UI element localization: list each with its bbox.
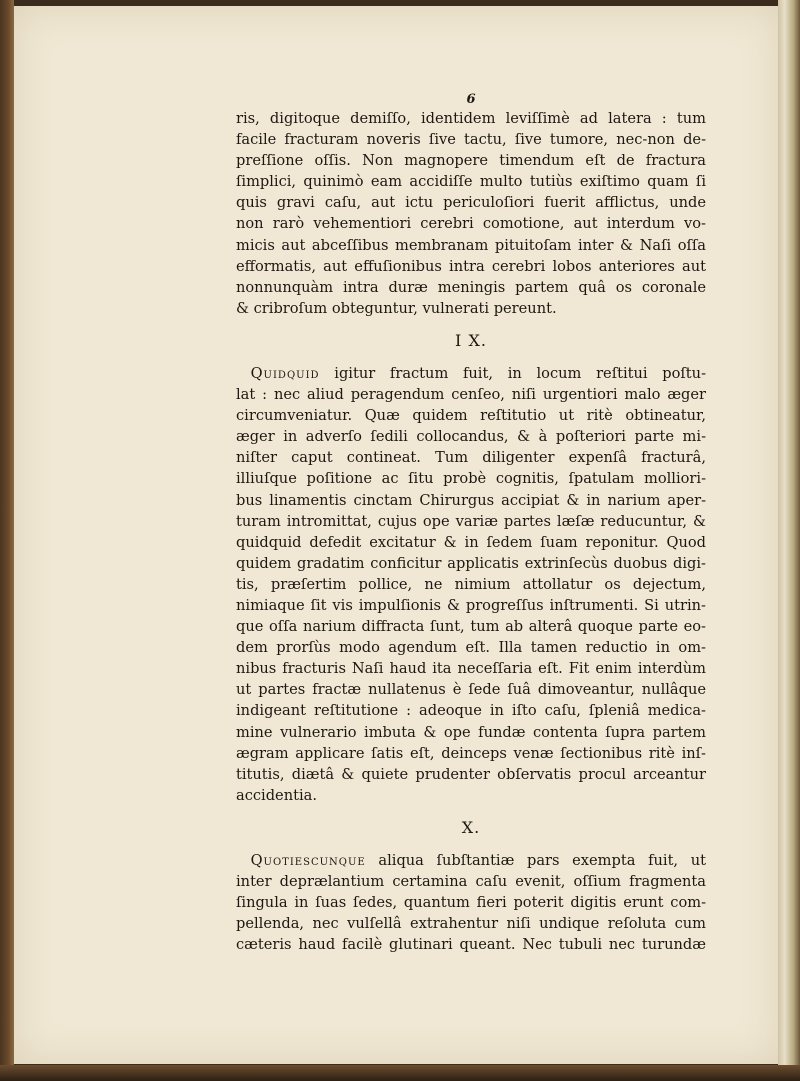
text-line: nonnunquàm intra duræ meningis partem quâ os coronale	[236, 278, 706, 296]
text-line: & cribroſum obteguntur, vulnerati pereunt.	[236, 299, 557, 317]
text-line: tis, præſertim pollice, ne nimium attollatur os dejectum,	[236, 575, 706, 593]
body-text	[236, 92, 706, 955]
text-line: quidquid defedit excitatur & in ſedem ſuam reponitur. Quod	[236, 533, 706, 551]
text-line: non rarò vehementiori cerebri comotione, aut interdum vo-	[236, 215, 706, 233]
text-line: circumveniatur. Quæ quidem reſtitutio ut ritè obtineatur,	[236, 407, 706, 425]
lead-word: Quotiescunque	[250, 851, 366, 869]
text-line: ſimplici, quinimò eam accidiſſe multo tutiùs exiſtimo quam ſi	[236, 173, 706, 191]
text-line: inter deprælantium certamina caſu evenit, oſſium fragmenta	[236, 873, 706, 890]
text-line: micis aut abceſſibus membranam pituitoſam inter & Naſi oſſa	[236, 236, 706, 254]
text-line: ut partes fractæ nullatenus è ſede ſuâ dimoveantur, nullâque	[236, 681, 706, 699]
book-board-edge	[0, 0, 14, 1081]
text-line: bus linamentis cinctam Chirurgus accipiat & in narium aper-	[236, 491, 706, 509]
text-line: que oſſa narium diffracta ſunt, tum ab alterâ quoque parte eo-	[236, 618, 706, 636]
lead-line-text: aliqua ſubſtantiæ pars exempta fuit, ut	[378, 851, 706, 869]
text-line	[236, 850, 706, 871]
section-heading-ix: I X.	[455, 330, 487, 350]
text-line: mine vulnerario imbuta & ope fundæ contenta ſupra partem	[236, 723, 706, 741]
text-line: cæteris haud facilè glutinari queant. Nec tubuli nec turundæ	[236, 936, 706, 954]
text-line: facile fracturam noveris ſive tactu, ſive tumore, nec-non de-	[236, 131, 706, 149]
lead-line-text: igitur fractum fuit, in locum reſtitui poſtu-	[334, 364, 706, 382]
intro-paragraph	[236, 108, 706, 319]
text-line: ris, digitoque demiſſo, identidem leviſſimè ad latera : tum	[236, 110, 706, 127]
page-number: 6	[466, 92, 476, 107]
section-x-paragraph	[236, 850, 706, 955]
text-line	[236, 363, 706, 384]
text-line: indigeant reſtitutione : adeoque in iſto caſu, ſpleniâ medica-	[236, 702, 706, 720]
text-line: niſter caput contineat. Tum diligenter expenſâ fracturâ,	[236, 449, 706, 467]
lead-word: Quidquid	[250, 364, 320, 382]
text-line: illiuſque poſitione ac ſitu probè cognitis, ſpatulam molliori-	[236, 470, 706, 488]
text-line: ægram applicare ſatis eſt, deinceps venæ ſectionibus ritè inſ-	[236, 744, 706, 762]
text-line: preſſione oſſis. Non magnopere timendum eſt de fractura	[236, 152, 706, 170]
book-bottom-edge	[0, 1065, 800, 1081]
text-line: ſingula in ſuas ſedes, quantum fieri poterit digitis erunt com-	[236, 894, 706, 912]
text-line: quis gravi caſu, aut ictu periculoſiori fuerit afflictus, unde	[236, 194, 706, 212]
section-ix-paragraph	[236, 363, 706, 806]
text-line: turam intromittat, cujus ope variæ partes læſæ reducuntur, &	[236, 512, 706, 530]
section-heading-x: X.	[461, 817, 481, 837]
text-line: nibus fracturis Naſi haud ita neceſſaria eſt. Fit enim interdùm	[236, 660, 706, 678]
text-line: pellenda, nec vulſellâ extrahentur niſi undique reſoluta cum	[236, 915, 706, 933]
text-line: efformatis, aut effuſionibus intra cerebri lobos anteriores aut	[236, 257, 706, 275]
text-line: quidem gradatim conficitur applicatis extrinſecùs duobus digi-	[236, 554, 706, 572]
page-gutter	[778, 0, 800, 1081]
text-line: æger in adverſo ſedili collocandus, & à poſteriori parte mi-	[236, 428, 706, 446]
text-line: nimiaque ſit vis impulſionis & progreſſus inſtrumenti. Si utrin-	[236, 596, 706, 614]
text-line: accidentia.	[236, 786, 317, 804]
text-line: lat : nec aliud peragendum cenſeo, niſi urgentiori malo æger	[236, 386, 706, 404]
text-line: dem prorſùs modo agendum eſt. Illa tamen reductio in om-	[236, 639, 706, 657]
text-line: titutis, diætâ & quiete prudenter obſervatis procul arceantur	[236, 765, 706, 783]
